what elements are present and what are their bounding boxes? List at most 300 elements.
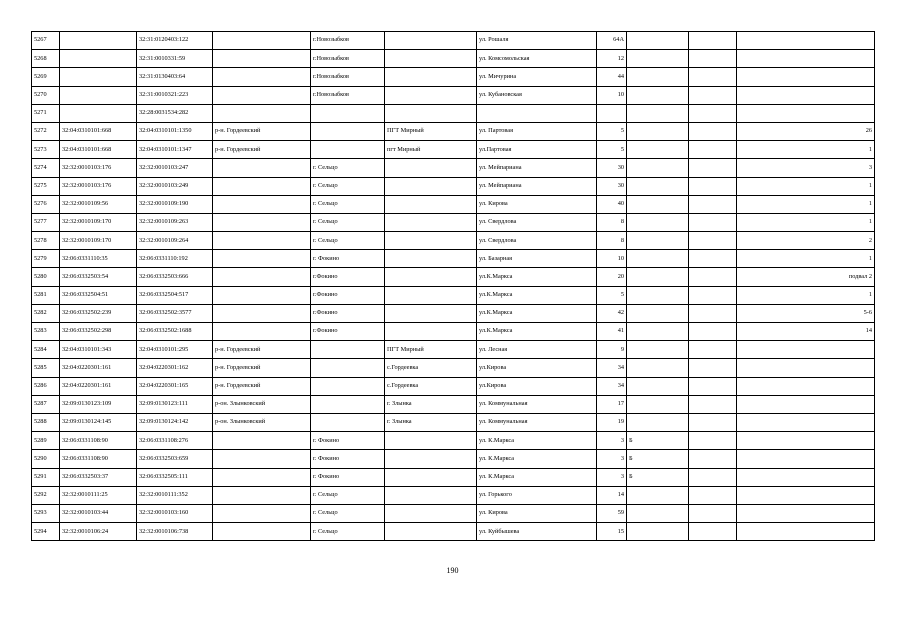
building-letter-cell [627, 86, 689, 104]
district-cell [213, 32, 311, 50]
row-number-cell: 5282 [32, 304, 60, 322]
table-row [32, 504, 875, 522]
district-cell [213, 86, 311, 104]
row-number-cell: 5286 [32, 377, 60, 395]
parent-cadastral-number-cell: 32:32:0010103:176 [60, 159, 137, 177]
street-cell: ул. Свердлова [477, 213, 597, 231]
extra-cell [689, 341, 737, 359]
building-letter-cell [627, 159, 689, 177]
table-row [32, 450, 875, 468]
row-number-cell: 5279 [32, 250, 60, 268]
cadastral-number-cell: 32:06:0332502:1688 [137, 323, 213, 341]
cadastral-number-cell: 32:04:0220301:165 [137, 377, 213, 395]
house-number-cell: 42 [597, 304, 627, 322]
parent-cadastral-number-cell: 32:06:0332503:54 [60, 268, 137, 286]
row-number-cell: 5291 [32, 468, 60, 486]
cadastral-number-cell: 32:06:0332503:659 [137, 450, 213, 468]
register-table-body [32, 32, 875, 541]
cadastral-number-cell: 32:32:0010103:247 [137, 159, 213, 177]
street-cell: ул.К.Маркса [477, 268, 597, 286]
district-cell [213, 450, 311, 468]
city-cell: г. Сельцо [311, 195, 385, 213]
parent-cadastral-number-cell: 32:32:0010111:25 [60, 486, 137, 504]
street-cell: ул. Мейпариана [477, 177, 597, 195]
house-number-cell: 12 [597, 50, 627, 68]
extra-cell [689, 286, 737, 304]
street-cell: ул.К.Маркса [477, 286, 597, 304]
table-row [32, 232, 875, 250]
settlement-cell: ПГТ Мирный [385, 122, 477, 140]
extra-cell [689, 32, 737, 50]
city-cell: г. Фокино [311, 468, 385, 486]
parent-cadastral-number-cell [60, 32, 137, 50]
city-cell: г. Сельцо [311, 232, 385, 250]
extra-cell [689, 504, 737, 522]
district-cell: р-н. Гордеевский [213, 377, 311, 395]
parent-cadastral-number-cell: 32:06:0331108:90 [60, 432, 137, 450]
house-number-cell: 20 [597, 268, 627, 286]
table-row [32, 323, 875, 341]
extra-cell [689, 323, 737, 341]
table-row [32, 32, 875, 50]
cadastral-number-cell: 32:09:0130124:142 [137, 413, 213, 431]
row-number-cell: 5273 [32, 141, 60, 159]
extra-cell [689, 468, 737, 486]
table-row [32, 195, 875, 213]
district-cell: р-н. Гордеевский [213, 341, 311, 359]
district-cell: р-н. Гордеевский [213, 141, 311, 159]
house-number-cell: 64А [597, 32, 627, 50]
parent-cadastral-number-cell [60, 86, 137, 104]
house-number-cell: 8 [597, 213, 627, 231]
city-cell: г. Фокино [311, 450, 385, 468]
parent-cadastral-number-cell: 32:09:0130124:145 [60, 413, 137, 431]
parent-cadastral-number-cell: 32:06:0332502:298 [60, 323, 137, 341]
row-number-cell: 5289 [32, 432, 60, 450]
house-number-cell: 5 [597, 141, 627, 159]
district-cell [213, 177, 311, 195]
table-row [32, 141, 875, 159]
settlement-cell [385, 250, 477, 268]
district-cell [213, 195, 311, 213]
apartment-cell: подвал 2 [737, 268, 875, 286]
apartment-cell [737, 341, 875, 359]
city-cell: г. Сельцо [311, 159, 385, 177]
table-row [32, 486, 875, 504]
apartment-cell [737, 50, 875, 68]
table-row [32, 250, 875, 268]
city-cell: г. Сельцо [311, 213, 385, 231]
apartment-cell: 5-6 [737, 304, 875, 322]
settlement-cell [385, 504, 477, 522]
extra-cell [689, 304, 737, 322]
street-cell: ул. Базарная [477, 250, 597, 268]
city-cell: г.Фокино [311, 304, 385, 322]
house-number-cell: 5 [597, 122, 627, 140]
row-number-cell: 5271 [32, 104, 60, 122]
city-cell [311, 377, 385, 395]
cadastral-number-cell: 32:32:0010103:249 [137, 177, 213, 195]
city-cell: г. Сельцо [311, 177, 385, 195]
building-letter-cell [627, 341, 689, 359]
building-letter-cell [627, 268, 689, 286]
house-number-cell: 19 [597, 413, 627, 431]
row-number-cell: 5283 [32, 323, 60, 341]
building-letter-cell [627, 413, 689, 431]
street-cell: ул.К.Маркса [477, 323, 597, 341]
row-number-cell: 5294 [32, 523, 60, 541]
house-number-cell: 3 [597, 468, 627, 486]
cadastral-number-cell: 32:32:0010103:160 [137, 504, 213, 522]
building-letter-cell [627, 486, 689, 504]
extra-cell [689, 486, 737, 504]
row-number-cell: 5290 [32, 450, 60, 468]
settlement-cell [385, 86, 477, 104]
extra-cell [689, 50, 737, 68]
street-cell: ул. Кирова [477, 504, 597, 522]
apartment-cell: 1 [737, 141, 875, 159]
building-letter-cell [627, 68, 689, 86]
building-letter-cell [627, 195, 689, 213]
parent-cadastral-number-cell: 32:06:0331108:90 [60, 450, 137, 468]
street-cell [477, 104, 597, 122]
house-number-cell: 3 [597, 450, 627, 468]
extra-cell [689, 68, 737, 86]
city-cell: г.Фокино [311, 286, 385, 304]
city-cell [311, 104, 385, 122]
house-number-cell [597, 104, 627, 122]
house-number-cell: 41 [597, 323, 627, 341]
building-letter-cell [627, 250, 689, 268]
city-cell [311, 395, 385, 413]
table-row [32, 341, 875, 359]
apartment-cell: 3 [737, 159, 875, 177]
settlement-cell [385, 50, 477, 68]
building-letter-cell [627, 286, 689, 304]
cadastral-number-cell: 32:31:0130403:64 [137, 68, 213, 86]
city-cell: г.Фокино [311, 323, 385, 341]
row-number-cell: 5268 [32, 50, 60, 68]
apartment-cell [737, 504, 875, 522]
city-cell: г. Сельцо [311, 504, 385, 522]
house-number-cell: 44 [597, 68, 627, 86]
table-row [32, 359, 875, 377]
cadastral-number-cell: 32:28:0031534:282 [137, 104, 213, 122]
cadastral-number-cell: 32:06:0332503:666 [137, 268, 213, 286]
building-letter-cell [627, 177, 689, 195]
table-row [32, 86, 875, 104]
apartment-cell [737, 86, 875, 104]
settlement-cell [385, 159, 477, 177]
settlement-cell [385, 486, 477, 504]
table-row [32, 159, 875, 177]
row-number-cell: 5267 [32, 32, 60, 50]
apartment-cell [737, 395, 875, 413]
settlement-cell [385, 68, 477, 86]
cadastral-number-cell: 32:04:0220301:162 [137, 359, 213, 377]
house-number-cell: 40 [597, 195, 627, 213]
parent-cadastral-number-cell: 32:04:0310101:668 [60, 122, 137, 140]
house-number-cell: 34 [597, 359, 627, 377]
parent-cadastral-number-cell: 32:06:0332502:239 [60, 304, 137, 322]
district-cell [213, 523, 311, 541]
district-cell [213, 304, 311, 322]
apartment-cell [737, 359, 875, 377]
extra-cell [689, 432, 737, 450]
parent-cadastral-number-cell: 32:09:0130123:109 [60, 395, 137, 413]
table-row [32, 413, 875, 431]
district-cell [213, 286, 311, 304]
extra-cell [689, 104, 737, 122]
table-row [32, 523, 875, 541]
settlement-cell [385, 523, 477, 541]
building-letter-cell [627, 304, 689, 322]
cadastral-number-cell: 32:32:0010109:190 [137, 195, 213, 213]
house-number-cell: 15 [597, 523, 627, 541]
row-number-cell: 5287 [32, 395, 60, 413]
apartment-cell: 26 [737, 122, 875, 140]
parent-cadastral-number-cell [60, 68, 137, 86]
district-cell [213, 68, 311, 86]
cadastral-number-cell: 32:06:0332502:3577 [137, 304, 213, 322]
table-row [32, 268, 875, 286]
row-number-cell: 5284 [32, 341, 60, 359]
extra-cell [689, 177, 737, 195]
settlement-cell [385, 268, 477, 286]
street-cell: ул. Кубановская [477, 86, 597, 104]
table-row [32, 68, 875, 86]
city-cell: г.Новозыбков [311, 86, 385, 104]
extra-cell [689, 395, 737, 413]
district-cell [213, 250, 311, 268]
table-row [32, 304, 875, 322]
cadastral-number-cell: 32:32:0010111:352 [137, 486, 213, 504]
cadastral-number-cell: 32:32:0010109:263 [137, 213, 213, 231]
cadastral-number-cell: 32:04:0310101:1350 [137, 122, 213, 140]
district-cell: р-он. Злынковский [213, 413, 311, 431]
settlement-cell [385, 323, 477, 341]
district-cell: р-н. Гордеевский [213, 122, 311, 140]
district-cell [213, 232, 311, 250]
street-cell: ул. Мейпариана [477, 159, 597, 177]
building-letter-cell [627, 50, 689, 68]
row-number-cell: 5274 [32, 159, 60, 177]
settlement-cell [385, 286, 477, 304]
cadastral-number-cell: 32:06:0332505:111 [137, 468, 213, 486]
settlement-cell [385, 104, 477, 122]
extra-cell [689, 195, 737, 213]
building-letter-cell [627, 359, 689, 377]
district-cell [213, 104, 311, 122]
extra-cell [689, 141, 737, 159]
parent-cadastral-number-cell: 32:04:0220301:161 [60, 359, 137, 377]
street-cell: ул. Куйбышева [477, 523, 597, 541]
cadastral-number-cell: 32:31:0120403:122 [137, 32, 213, 50]
building-letter-cell [627, 104, 689, 122]
row-number-cell: 5269 [32, 68, 60, 86]
district-cell [213, 468, 311, 486]
row-number-cell: 5270 [32, 86, 60, 104]
settlement-cell: г. Злынка [385, 395, 477, 413]
cadastral-number-cell: 32:06:0331110:192 [137, 250, 213, 268]
house-number-cell: 34 [597, 377, 627, 395]
district-cell [213, 504, 311, 522]
house-number-cell: 30 [597, 159, 627, 177]
row-number-cell: 5281 [32, 286, 60, 304]
table-row [32, 122, 875, 140]
house-number-cell: 8 [597, 232, 627, 250]
apartment-cell: 1 [737, 213, 875, 231]
cadastral-number-cell: 32:06:0332504:517 [137, 286, 213, 304]
extra-cell [689, 268, 737, 286]
row-number-cell: 5276 [32, 195, 60, 213]
apartment-cell [737, 450, 875, 468]
building-letter-cell [627, 141, 689, 159]
settlement-cell [385, 177, 477, 195]
table-row [32, 104, 875, 122]
district-cell: р-он. Злынковский [213, 395, 311, 413]
apartment-cell [737, 523, 875, 541]
settlement-cell: пгт Мирный [385, 141, 477, 159]
cadastral-number-cell: 32:32:0010106:738 [137, 523, 213, 541]
settlement-cell [385, 468, 477, 486]
district-cell: р-н. Гордеевский [213, 359, 311, 377]
extra-cell [689, 86, 737, 104]
parent-cadastral-number-cell: 32:06:0332503:37 [60, 468, 137, 486]
extra-cell [689, 213, 737, 231]
city-cell: г. Сельцо [311, 486, 385, 504]
house-number-cell: 30 [597, 177, 627, 195]
apartment-cell [737, 486, 875, 504]
building-letter-cell [627, 32, 689, 50]
house-number-cell: 9 [597, 341, 627, 359]
apartment-cell [737, 468, 875, 486]
parent-cadastral-number-cell [60, 104, 137, 122]
apartment-cell [737, 413, 875, 431]
house-number-cell: 17 [597, 395, 627, 413]
street-cell: ул. К.Маркса [477, 432, 597, 450]
extra-cell [689, 523, 737, 541]
building-letter-cell [627, 395, 689, 413]
extra-cell [689, 250, 737, 268]
city-cell [311, 413, 385, 431]
street-cell: ул. Рошаля [477, 32, 597, 50]
street-cell: ул. К.Маркса [477, 450, 597, 468]
apartment-cell [737, 32, 875, 50]
building-letter-cell [627, 213, 689, 231]
street-cell: ул. Коммунальная [477, 413, 597, 431]
parent-cadastral-number-cell: 32:04:0310101:343 [60, 341, 137, 359]
street-cell: ул. Лесная [477, 341, 597, 359]
row-number-cell: 5275 [32, 177, 60, 195]
apartment-cell: 1 [737, 195, 875, 213]
city-cell: г. Сельцо [311, 523, 385, 541]
apartment-cell: 2 [737, 232, 875, 250]
parent-cadastral-number-cell: 32:06:0331110:35 [60, 250, 137, 268]
house-number-cell: 10 [597, 250, 627, 268]
city-cell [311, 359, 385, 377]
district-cell [213, 213, 311, 231]
extra-cell [689, 413, 737, 431]
settlement-cell: с.Гордеевка [385, 377, 477, 395]
row-number-cell: 5278 [32, 232, 60, 250]
apartment-cell: 1 [737, 177, 875, 195]
row-number-cell: 5293 [32, 504, 60, 522]
apartment-cell: 1 [737, 250, 875, 268]
street-cell: ул. Свердлова [477, 232, 597, 250]
city-cell: г.Фокино [311, 268, 385, 286]
parent-cadastral-number-cell: 32:32:0010106:24 [60, 523, 137, 541]
parent-cadastral-number-cell: 32:32:0010109:170 [60, 232, 137, 250]
table-row [32, 177, 875, 195]
extra-cell [689, 122, 737, 140]
street-cell: ул. К.Маркса [477, 468, 597, 486]
building-letter-cell [627, 323, 689, 341]
street-cell: ул.Кирова [477, 377, 597, 395]
cadastral-number-cell: 32:04:0310101:1347 [137, 141, 213, 159]
apartment-cell: 14 [737, 323, 875, 341]
district-cell [213, 432, 311, 450]
parent-cadastral-number-cell: 32:06:0332504:51 [60, 286, 137, 304]
building-letter-cell [627, 122, 689, 140]
house-number-cell: 10 [597, 86, 627, 104]
street-cell: ул.Партовая [477, 141, 597, 159]
building-letter-cell [627, 504, 689, 522]
street-cell: ул. Горького [477, 486, 597, 504]
parent-cadastral-number-cell: 32:32:0010103:44 [60, 504, 137, 522]
page-number: 190 [446, 566, 459, 575]
house-number-cell: 59 [597, 504, 627, 522]
settlement-cell: г. Злынка [385, 413, 477, 431]
district-cell [213, 268, 311, 286]
apartment-cell [737, 377, 875, 395]
parent-cadastral-number-cell [60, 50, 137, 68]
street-cell: ул. Кирова [477, 195, 597, 213]
table-row [32, 468, 875, 486]
parent-cadastral-number-cell: 32:32:0010109:170 [60, 213, 137, 231]
extra-cell [689, 450, 737, 468]
parent-cadastral-number-cell: 32:04:0310101:668 [60, 141, 137, 159]
apartment-cell: 1 [737, 286, 875, 304]
city-cell [311, 122, 385, 140]
city-cell: г.Новозыбков [311, 50, 385, 68]
parent-cadastral-number-cell: 32:32:0010103:176 [60, 177, 137, 195]
city-cell [311, 341, 385, 359]
cadastral-number-cell: 32:31:0010321:223 [137, 86, 213, 104]
settlement-cell [385, 32, 477, 50]
city-cell [311, 141, 385, 159]
settlement-cell [385, 432, 477, 450]
building-letter-cell [627, 377, 689, 395]
apartment-cell [737, 68, 875, 86]
extra-cell [689, 159, 737, 177]
cadastral-number-cell: 32:09:0130123:111 [137, 395, 213, 413]
table-row [32, 395, 875, 413]
street-cell: ул. Коммунальная [477, 395, 597, 413]
building-letter-cell: Б [627, 450, 689, 468]
apartment-cell [737, 432, 875, 450]
settlement-cell [385, 213, 477, 231]
extra-cell [689, 377, 737, 395]
extra-cell [689, 232, 737, 250]
building-letter-cell: Б [627, 468, 689, 486]
street-cell: ул.К.Маркса [477, 304, 597, 322]
house-number-cell: 5 [597, 286, 627, 304]
city-cell: г.Новозыбков [311, 68, 385, 86]
building-letter-cell [627, 523, 689, 541]
settlement-cell [385, 232, 477, 250]
row-number-cell: 5280 [32, 268, 60, 286]
